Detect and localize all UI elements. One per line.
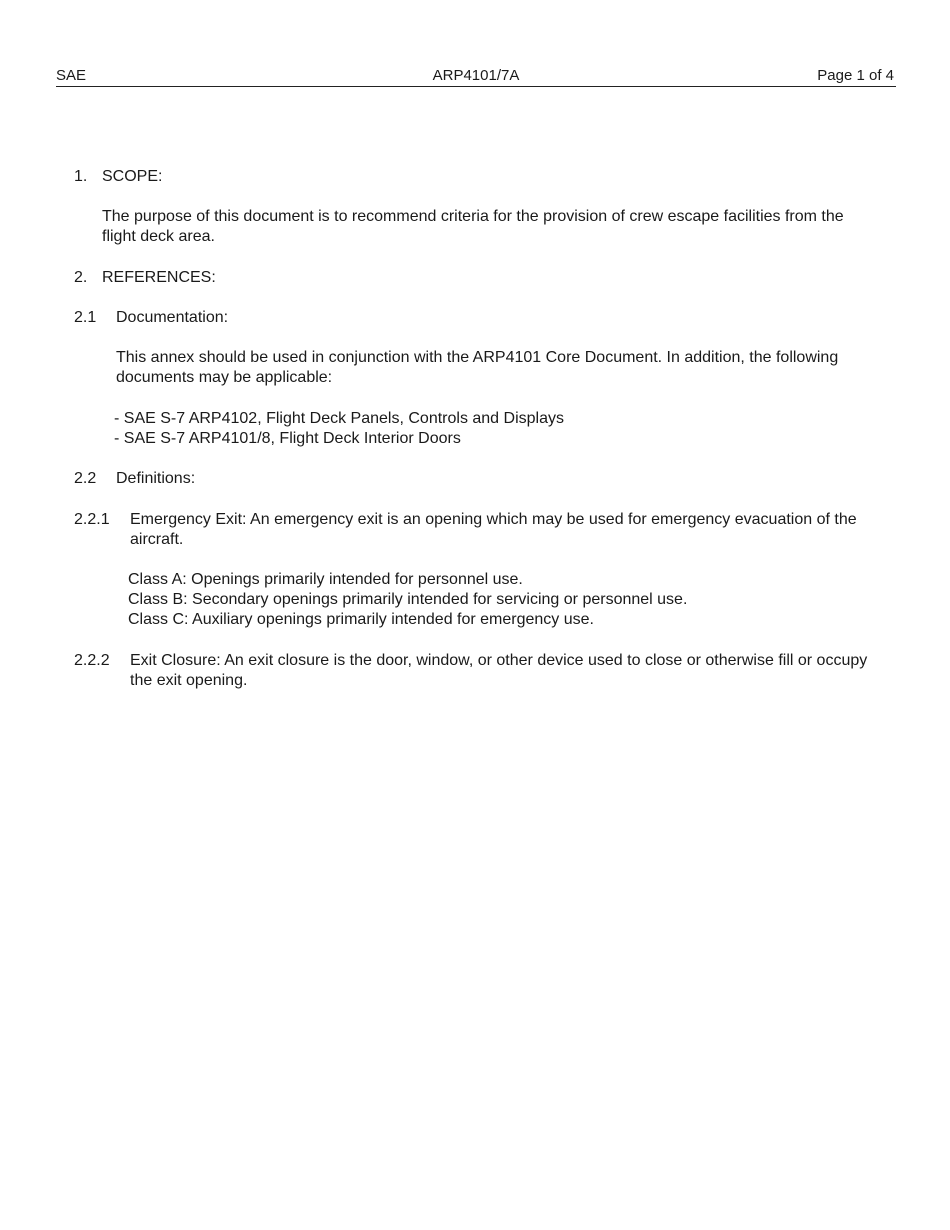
header-page-number: Page 1 of 4 (817, 67, 894, 84)
section-number: 1. (74, 168, 88, 185)
header-organization: SAE (56, 67, 87, 84)
reference-item: - SAE S-7 ARP4101/8, Flight Deck Interior Doors (114, 430, 461, 447)
exit-closure-definition: Exit Closure: An exit closure is the door, window, or other device used to close or otherwise fill or occupy the exit opening. (130, 652, 868, 689)
section-number: 2.2 (74, 470, 97, 487)
documentation-paragraph: This annex should be used in conjunction with the ARP4101 Core Document. In addition, the following documents may be applicable: (116, 349, 839, 386)
section-title-definitions: Definitions: (116, 470, 196, 487)
exit-class-list (128, 570, 687, 630)
reference-list (114, 409, 564, 449)
header-document-number: ARP4101/7A (432, 67, 520, 84)
section-number: 2.1 (74, 309, 97, 326)
section-title-scope: SCOPE: (102, 168, 163, 185)
section-number: 2.2.1 (74, 511, 110, 528)
section-number: 2.2.2 (74, 652, 110, 669)
exit-class-item: Class B: Secondary openings primarily intended for servicing or personnel use. (128, 591, 688, 608)
section-title-documentation: Documentation: (116, 309, 229, 326)
scope-paragraph: The purpose of this document is to recommend criteria for the provision of crew escape facilities from the flight deck area. (102, 208, 844, 245)
exit-class-item: Class A: Openings primarily intended for personnel use. (128, 571, 523, 588)
section-number: 2. (74, 269, 88, 286)
section-title-references: REFERENCES: (102, 269, 216, 286)
exit-class-item: Class C: Auxiliary openings primarily intended for emergency use. (128, 611, 594, 628)
page-header (56, 66, 896, 87)
emergency-exit-definition: Emergency Exit: An emergency exit is an opening which may be used for emergency evacuation of the aircraft. (130, 511, 857, 548)
reference-item: - SAE S-7 ARP4102, Flight Deck Panels, Controls and Displays (114, 410, 564, 427)
